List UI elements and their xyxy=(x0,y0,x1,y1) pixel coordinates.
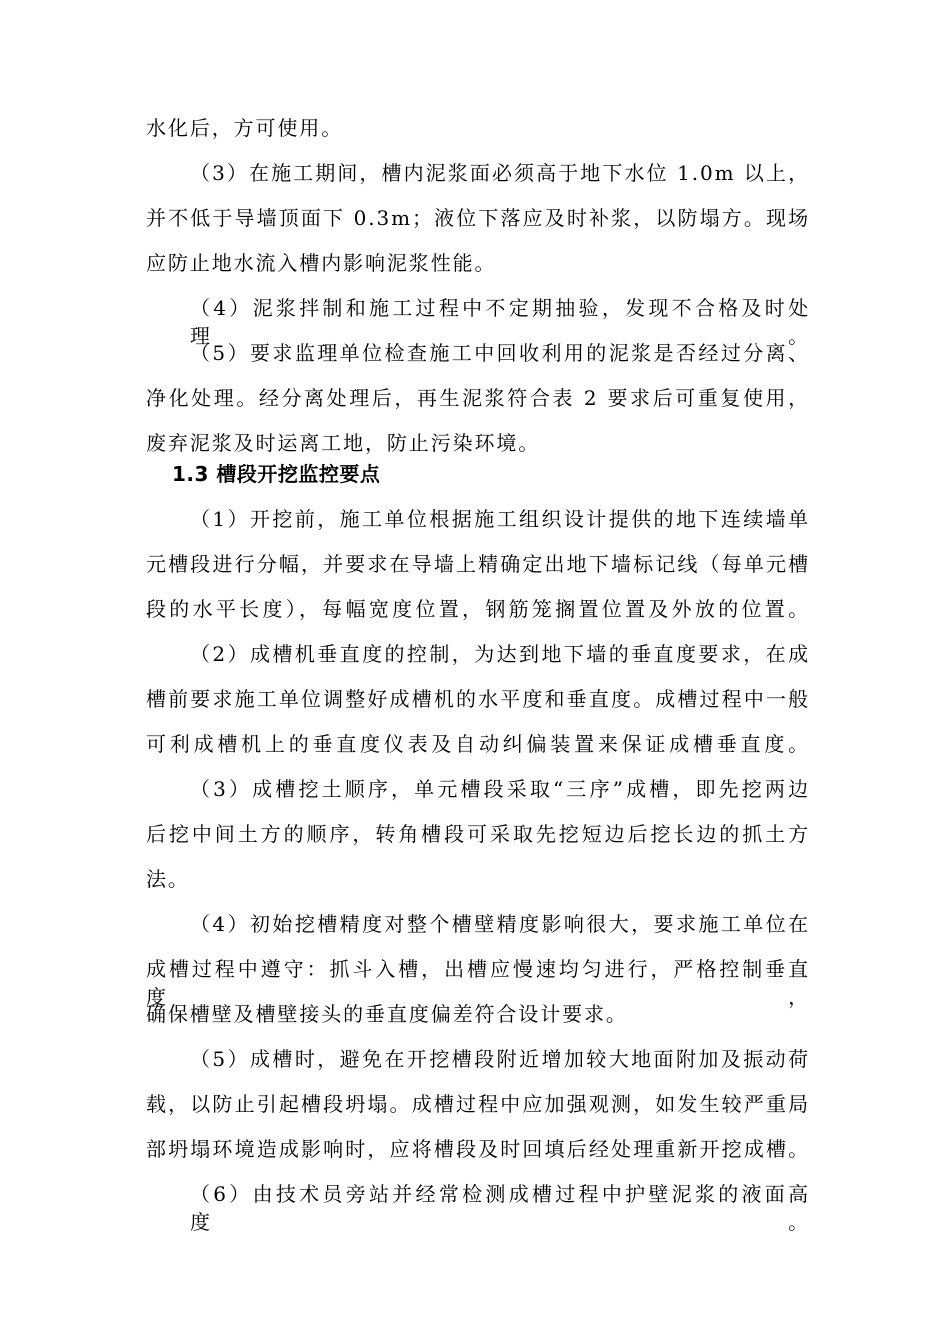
paragraph-line: 确保槽壁及槽壁接头的垂直度偏差符合设计要求。 xyxy=(146,1002,628,1026)
paragraph-line: （4）初始挖槽精度对整个槽壁精度影响很大，要求施工单位在 xyxy=(190,912,810,936)
paragraph-line: （6）由技术员旁站并经常检测成槽过程中护壁泥浆的液面高度。 xyxy=(190,1182,810,1234)
paragraph-line: 法。 xyxy=(146,867,190,891)
paragraph-line: （2）成槽机垂直度的控制，为达到地下墙的垂直度要求，在成 xyxy=(190,642,810,666)
paragraph-line: 槽前要求施工单位调整好成槽机的水平度和垂直度。成槽过程中一般 xyxy=(146,687,810,711)
paragraph-line: 载，以防止引起槽段坍塌。成槽过程中应加强观测，如发生较严重局 xyxy=(146,1092,810,1116)
section-heading: 1.3 槽段开挖监控要点 xyxy=(172,462,381,486)
paragraph-line: 水化后，方可使用。 xyxy=(146,116,344,140)
paragraph-line: （5）成槽时，避免在开挖槽段附近增加较大地面附加及振动荷 xyxy=(190,1047,810,1071)
paragraph-line: 部坍塌环境造成影响时，应将槽段及时回填后经处理重新开挖成槽。 xyxy=(146,1137,810,1161)
paragraph-line: （3）成槽挖土顺序，单元槽段采取“三序”成槽，即先挖两边 xyxy=(190,777,810,801)
paragraph-line: 元槽段进行分幅，并要求在导墙上精确定出地下墙标记线（每单元槽 xyxy=(146,552,810,576)
paragraph-line: （3）在施工期间，槽内泥浆面必须高于地下水位 1.0m 以上， xyxy=(190,161,810,185)
paragraph-line: 应防止地水流入槽内影响泥浆性能。 xyxy=(146,251,497,275)
paragraph-line: （1）开挖前，施工单位根据施工组织设计提供的地下连续墙单 xyxy=(190,507,810,531)
paragraph-line: 后挖中间土方的顺序，转角槽段可采取先挖短边后挖长边的抓土方 xyxy=(146,822,810,846)
paragraph-line: 段的水平长度），每幅宽度位置，钢筋笼搁置位置及外放的位置。 xyxy=(146,597,810,621)
paragraph-line: 成槽过程中遵守：抓斗入槽，出槽应慢速均匀进行，严格控制垂直度， xyxy=(146,957,810,1009)
paragraph-line: 废弃泥浆及时运离工地，防止污染环境。 xyxy=(146,431,541,455)
paragraph-line: 并不低于导墙顶面下 0.3m；液位下落应及时补浆，以防塌方。现场 xyxy=(146,206,810,230)
paragraph-line: （5）要求监理单位检查施工中回收利用的泥浆是否经过分离、 xyxy=(190,341,810,365)
paragraph-line: 净化处理。经分离处理后，再生泥浆符合表 2 要求后可重复使用， xyxy=(146,386,810,410)
paragraph-line: 可利成槽机上的垂直度仪表及自动纠偏装置来保证成槽垂直度。 xyxy=(146,732,810,756)
paragraph-line: （4）泥浆拌制和施工过程中不定期抽验，发现不合格及时处理。 xyxy=(190,296,810,348)
